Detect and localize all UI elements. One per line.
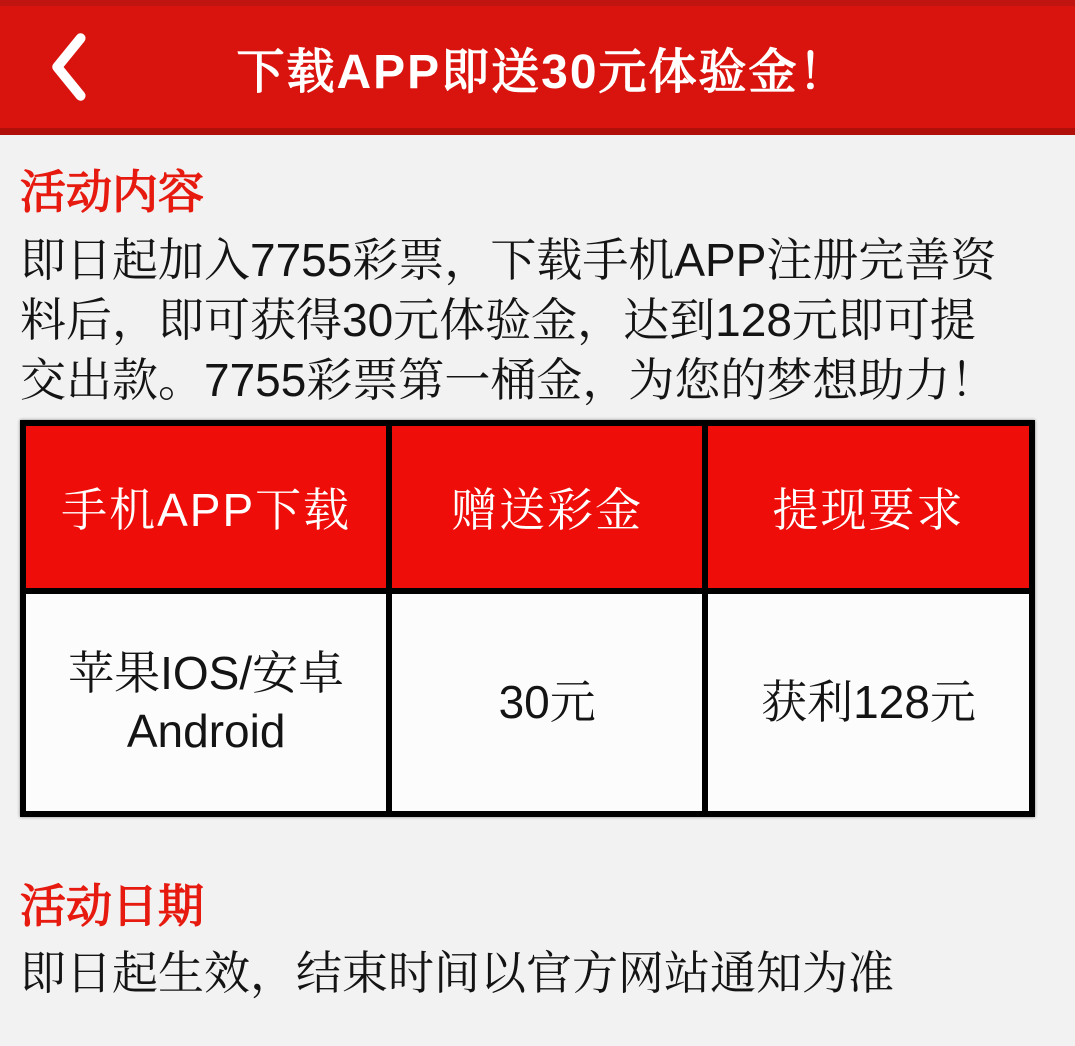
text-line: 交出款。7755彩票第一桶金，为您的梦想助力！	[20, 353, 997, 406]
app-bar	[0, 0, 1075, 135]
table-row	[23, 591, 1032, 814]
table-header-app-download: 手机APP下载	[23, 423, 389, 591]
activity-content-text	[20, 230, 1055, 410]
table-header-bonus: 赠送彩金	[389, 423, 705, 591]
page-title: 下载APP即送30元体验金！	[236, 45, 849, 99]
activity-date-text: 即日起生效，结束时间以官方网站通知为准	[20, 947, 894, 1000]
promo-table	[20, 420, 1035, 817]
table-cell-app-platforms: 苹果IOS/安卓Android	[23, 591, 389, 814]
activity-content-heading: 活动内容	[20, 166, 204, 218]
chevron-left-icon	[46, 31, 90, 103]
text-line: 料后，即可获得30元体验金，达到128元即可提	[20, 293, 976, 346]
table-cell-withdraw-amount: 获利128元	[705, 591, 1032, 814]
back-button[interactable]	[36, 27, 100, 107]
activity-date-heading: 活动日期	[20, 879, 204, 932]
table-header-row	[23, 423, 1032, 591]
activity-date-section	[20, 881, 1055, 1004]
text-line: 即日起加入7755彩票，下载手机APP注册完善资	[20, 233, 997, 286]
table-header-withdraw-requirement: 提现要求	[705, 423, 1032, 591]
table-cell-bonus-amount: 30元	[389, 591, 705, 814]
content-area	[0, 135, 1075, 1003]
